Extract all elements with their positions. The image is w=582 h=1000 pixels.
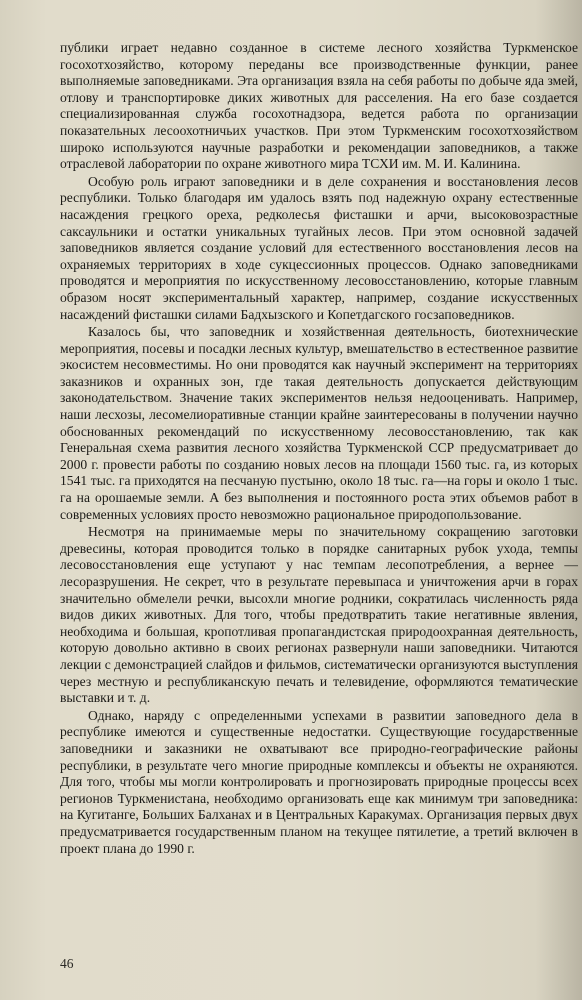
paragraph-4: Несмотря на принимаемые меры по значительному сокращению заготовки древесины, которая проводится только в порядке санитарных рубок ухода, темпы лесовосстановления еще уступают у нас темпам лесопотребления, а вернее — лесоразрушения. Не секрет, что в результате перевыпаса и уничтожения арчи в горах значительно обмелели речки, высохли многие родники, сократилась численность ряда видов диких животных. Для того, чтобы предотвратить такие негативные явления, необходима и большая, кропотливая пропагандистская природоохранная деятельность, которую довольно активно в своих регионах развернули наши заповедники. Читаются лекции с демонстрацией слайдов и фильмов, систематически организуются выступления через местную и республиканскую печать и телевидение, оформляются тематические выставки и т. д. — [60, 524, 578, 706]
paragraph-2: Особую роль играют заповедники и в деле сохранения и восстановления лесов республики. Только благодаря им удалось взять под надежную охрану естественные насаждения грецкого ореха, редколесья фисташки и арчи, высоковозрастные саксаульники и остатки уникальных тугайных лесов. При этом основной задачей заповедников является создание условий для естественного восстановления лесов на охраняемых территориях в ходе сукцессионных процессов. Однако заповедниками проводятся и мероприятия по искусственному лесовосстановлению, которые главным образом носят экспериментальный характер, например, создание искусственных насаждений фисташки силами Бадхызского и Копетдагского госзаповедников. — [60, 173, 578, 322]
page-number: 46 — [60, 956, 74, 971]
paragraph-3: Казалось бы, что заповедник и хозяйственная деятельность, биотехнические мероприятия, посевы и посадки лесных культур, вмешательство в естественное развитие экосистем несовместимы. Но они проводятся как научный эксперимент на территориях заказников и охранных зон, где такая деятельность допускается действующим законодательством. Значение таких экспериментов нельзя недооценивать. Например, наши лесхозы, лесомелиоративные станции крайне заинтересованы в получении научно обоснованных рекомендаций по искусственному лесовосстановлению, так как Генеральная схема развития лесного хозяйства Туркменской ССР предусматривает до 2000 г. провести работы по созданию новых лесов на площади 1560 тыс. га, из которых 1541 тыс. га приходятся на песчаную пустыню, около 18 тыс. га—на горы и около 1 тыс. га на орошаемые земли. А без выполнения и постоянного роста этих объемов работ в современных условиях просто невозможно рациональное природопользование. — [60, 324, 578, 522]
body-text — [60, 40, 578, 857]
paragraph-1: публики играет недавно созданное в системе лесного хозяйства Туркменское госохотхозяйство, которому переданы все производственные функции, ранее выполняемые заповедниками. Эта организация взяла на себя работы по добыче яда змей, отлову и транспортировке диких животных для расселения. На его базе создается специализированная служба госохотнадзора, ведется работа по организации показательных лесоохотничьих участков. При этом Туркменским госохотхозяйством широко используются научные разработки и рекомендации заповедников, а также отраслевой лаборатории по охране животного мира ТСХИ им. М. И. Калинина. — [60, 40, 578, 172]
paragraph-5: Однако, наряду с определенными успехами в развитии заповедного дела в республике имеются и существенные недостатки. Существующие государственные заповедники и заказники не охватывают все природно-географические районы республики, в результате чего многие природные комплексы и объекты не охраняются. Для того, чтобы мы могли контролировать и прогнозировать природные процессы всех регионов Туркменистана, необходимо организовать еще как минимум три заповедника: на Кугитанге, Больших Балханах и в Центральных Каракумах. Организация первых двух предусматривается государственным планом на текущее пятилетие, а третий включен в проект плана до 1990 г. — [60, 707, 578, 856]
